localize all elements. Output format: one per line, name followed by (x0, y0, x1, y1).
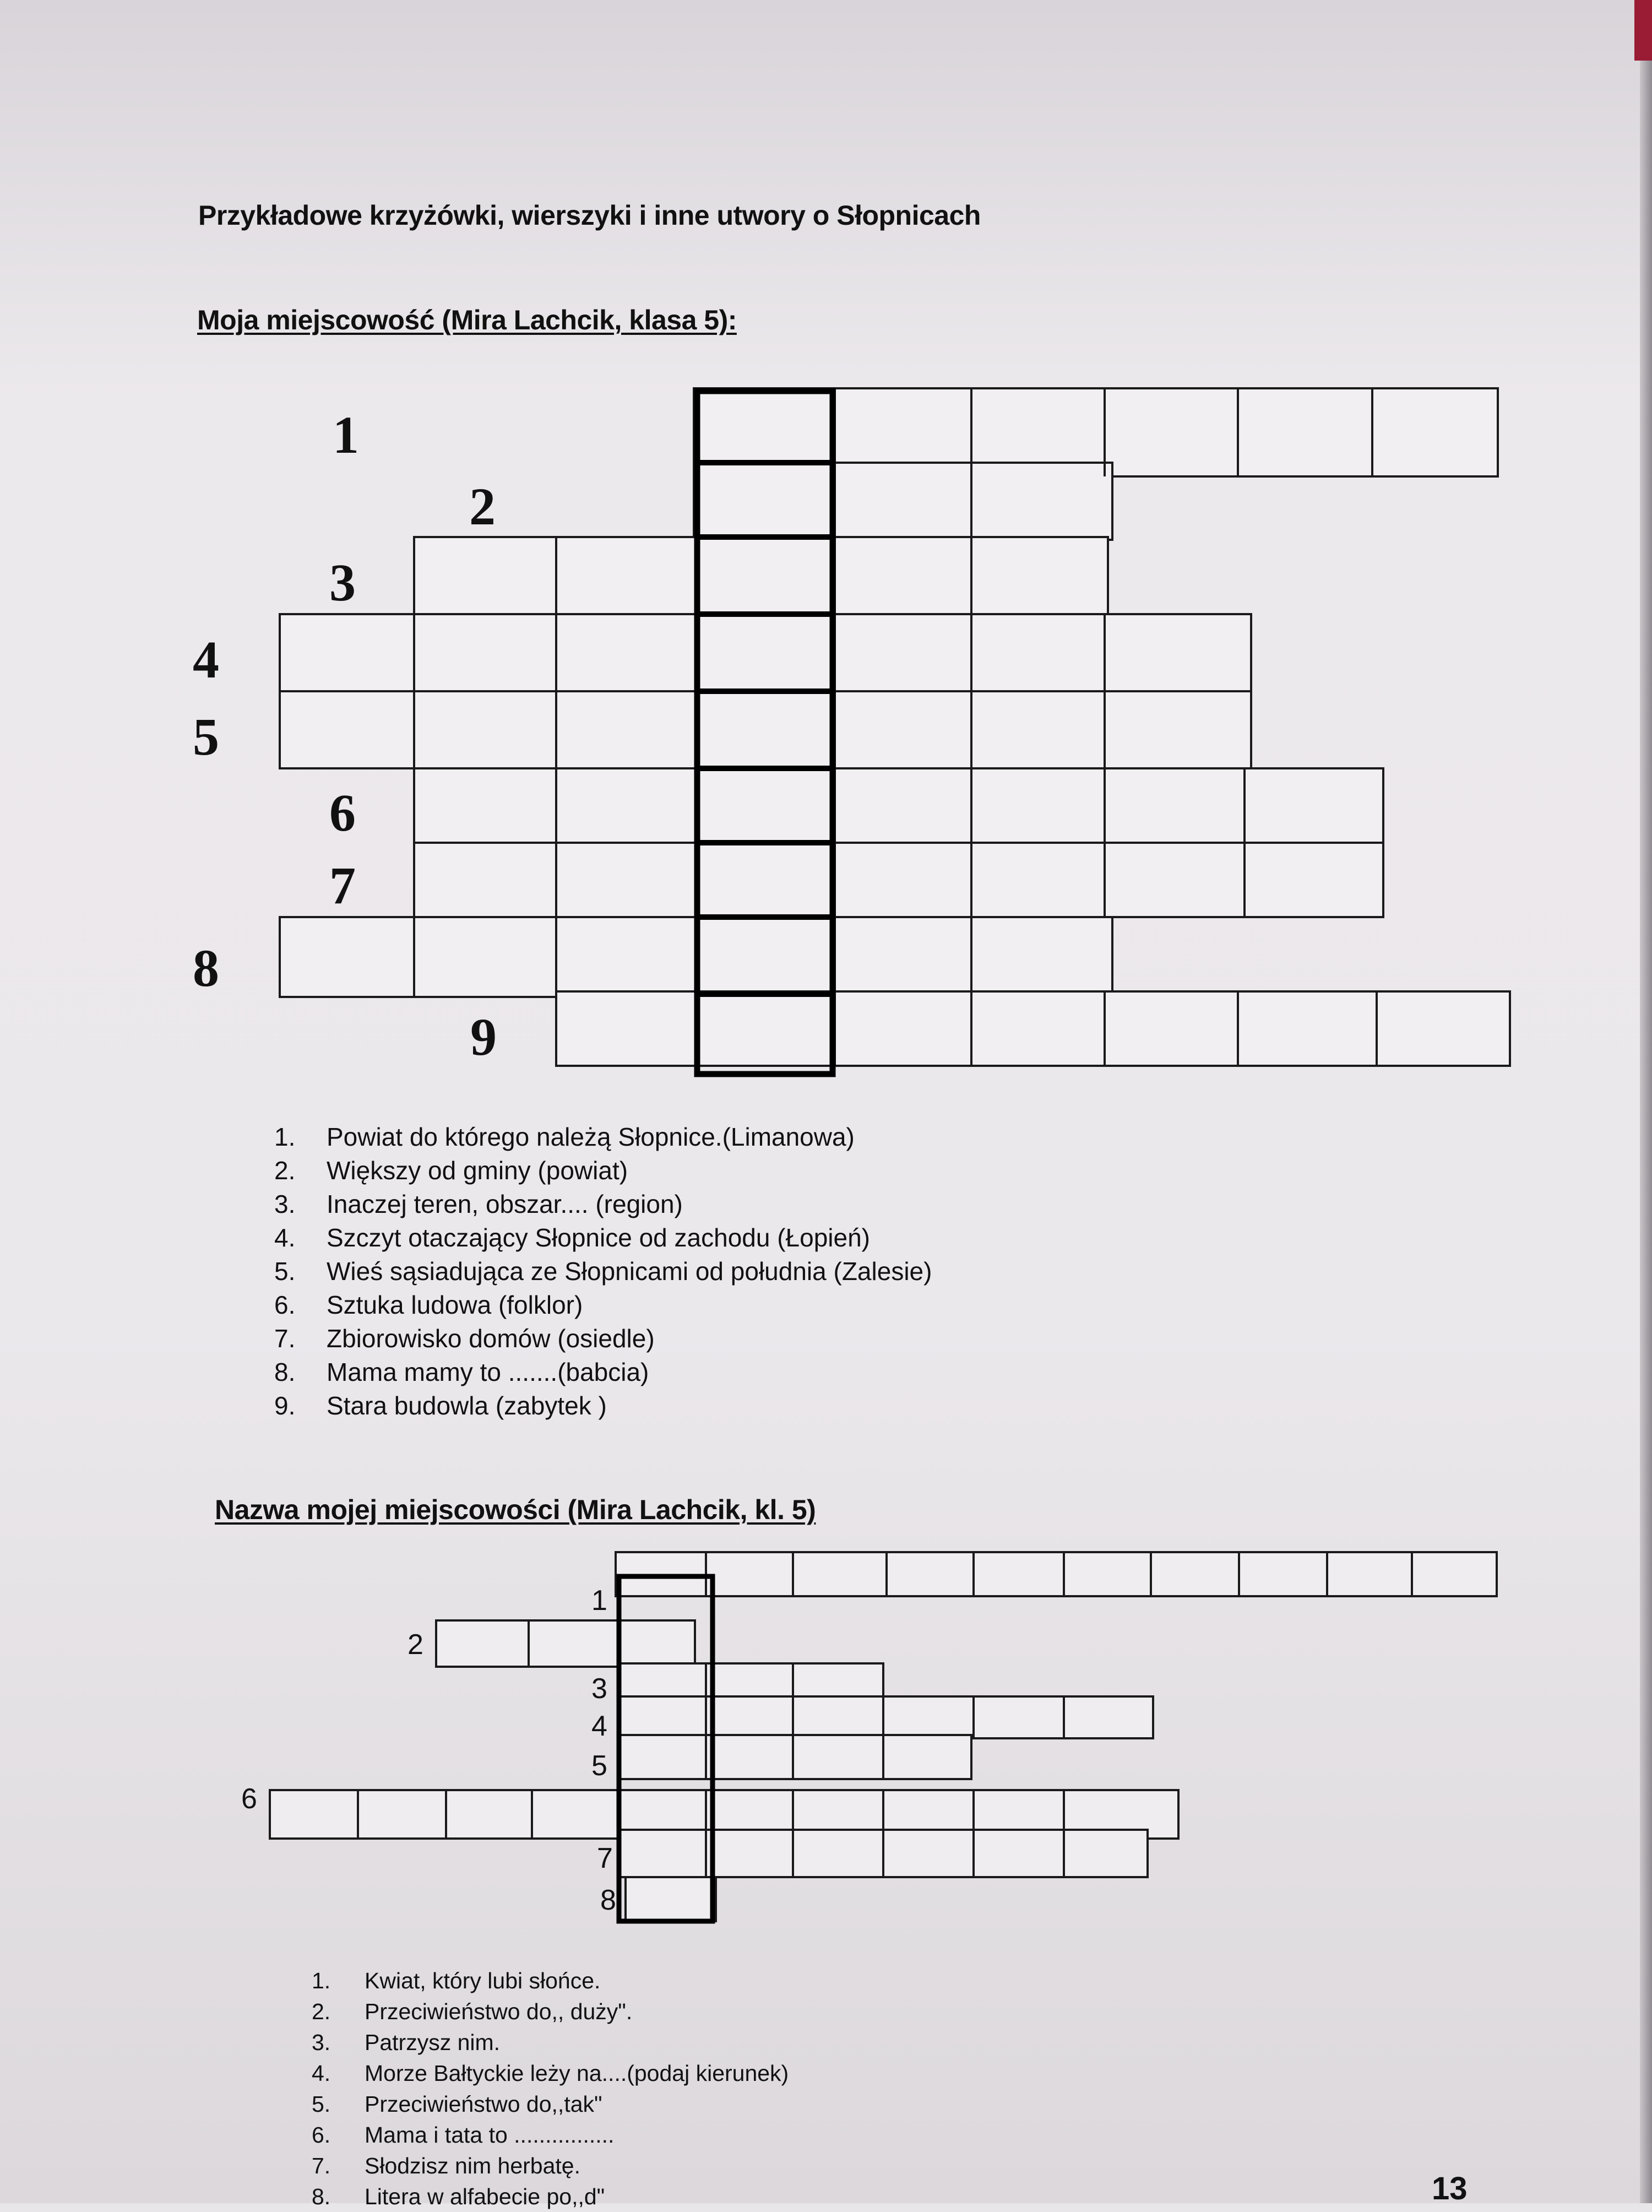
clue-item: 1. Powiat do którego należą Słopnice.(Limanowa) (274, 1123, 855, 1151)
cw1-number: 2 (469, 477, 496, 536)
cw2-number: 8 (600, 1884, 616, 1916)
clue-item: 3. Patrzysz nim. (312, 2030, 501, 2055)
clue-item: 4. Szczyt otaczający Słopnice od zachodu (Łopień) (274, 1223, 871, 1252)
clue-item: 1. Kwiat, który lubi słońce. (312, 1968, 601, 1993)
clue-item: 4. Morze Bałtyckie leży na....(podaj kierunek) (312, 2061, 789, 2086)
cw2-number: 2 (407, 1629, 423, 1661)
cw2-number: 3 (591, 1673, 607, 1705)
clue-item: 5. Wieś sąsiadująca ze Słopnicami od południa (Zalesie) (274, 1257, 932, 1286)
clue-item: 8. Litera w alfabecie po,,d" (312, 2184, 605, 2209)
cw1-number: 4 (193, 630, 219, 689)
clue-item: 6. Sztuka ludowa (folklor) (274, 1291, 583, 1319)
crossword2-clues (312, 1965, 789, 2212)
cw2-number: 7 (597, 1842, 613, 1874)
crossword1-heading: Moja miejscowość (Mira Lachcik, klasa 5): (197, 305, 737, 335)
cw1-number: 3 (329, 553, 356, 612)
crossword2-heading: Nazwa mojej miejscowości (Mira Lachcik, kl. 5) (215, 1494, 816, 1525)
clue-item: 5. Przeciwieństwo do,,tak" (312, 2091, 602, 2117)
cw2-number: 4 (591, 1710, 607, 1742)
clue-item: 2. Większy od gminy (powiat) (274, 1156, 628, 1185)
page-number: 13 (1432, 2171, 1468, 2206)
clue-item: 7. Słodzisz nim herbatę. (312, 2153, 580, 2178)
cw2-number: 6 (241, 1783, 257, 1815)
cw1-number: 9 (470, 1007, 497, 1066)
clue-item: 6. Mama i tata to ................ (312, 2122, 615, 2148)
cw1-number: 6 (329, 783, 356, 842)
clue-item: 3. Inaczej teren, obszar.... (region) (274, 1190, 683, 1218)
cw2-number: 5 (591, 1750, 607, 1782)
clue-item: 9. Stara budowla (zabytek ) (274, 1391, 607, 1420)
clue-item: 7. Zbiorowisko domów (osiedle) (274, 1324, 655, 1353)
clue-item: 8. Mama mamy to .......(babcia) (274, 1358, 649, 1386)
cw1-number: 1 (333, 405, 359, 464)
cw2-number: 1 (591, 1585, 607, 1617)
page-title: Przykładowe krzyżówki, wierszyki i inne utwory o Słopnicach (198, 200, 981, 231)
cw1-number: 7 (329, 856, 356, 915)
clue-item: 2. Przeciwieństwo do,, duży". (312, 1999, 633, 2024)
cw1-number: 8 (193, 939, 219, 997)
cw1-number: 5 (193, 707, 219, 766)
